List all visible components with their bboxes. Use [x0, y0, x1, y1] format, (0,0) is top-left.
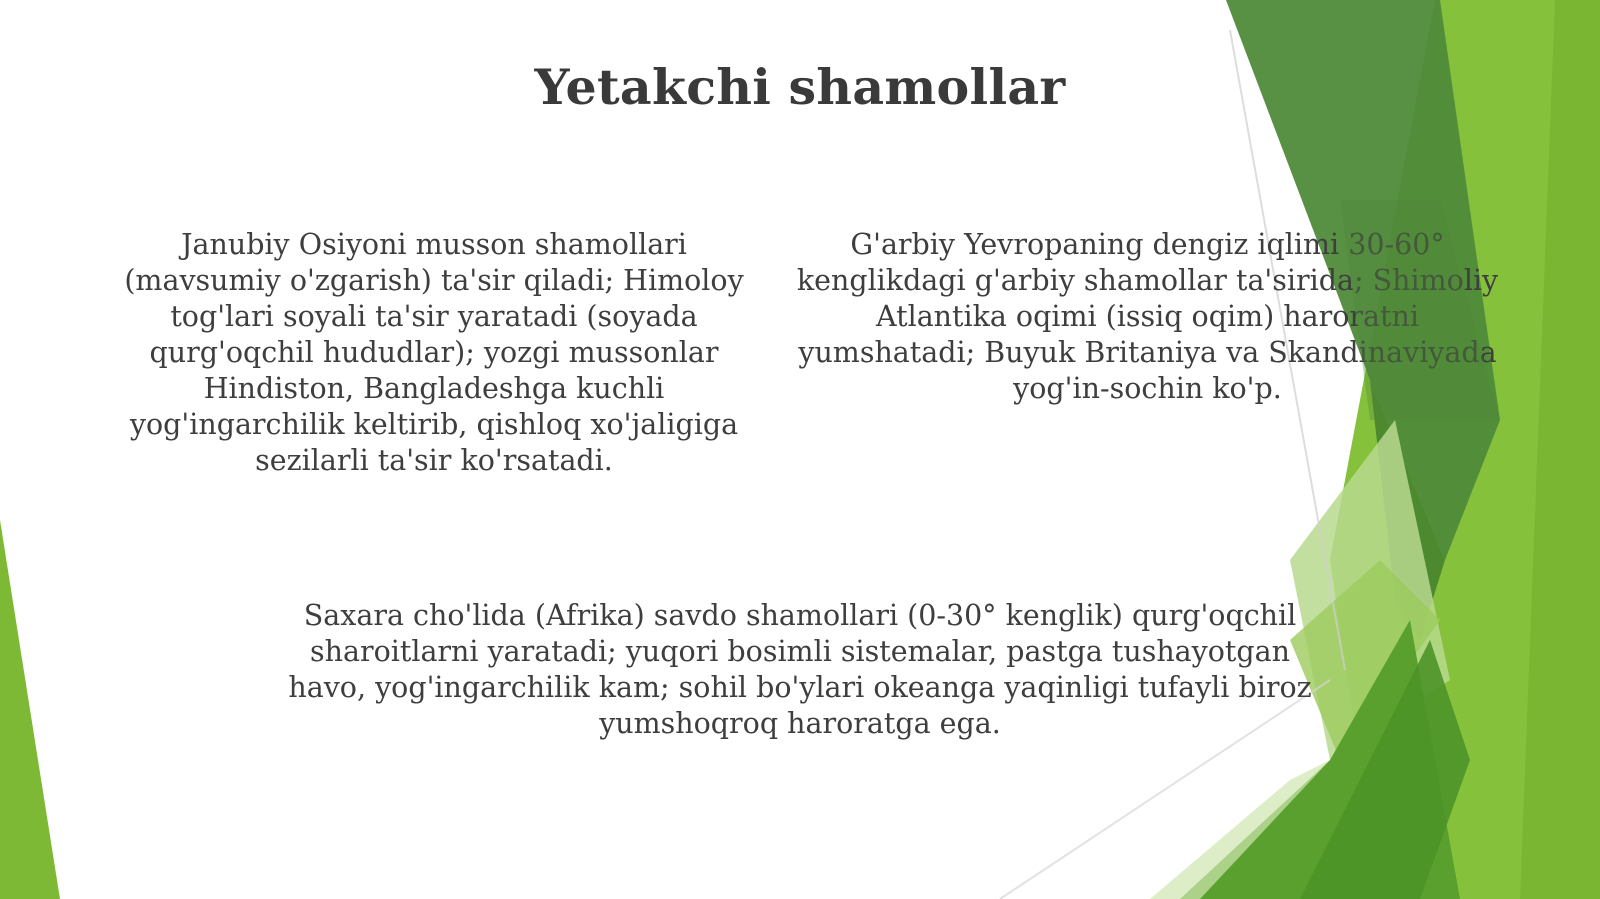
- slide-title: Yetakchi shamollar: [534, 58, 1066, 116]
- left-green-triangle: [0, 520, 60, 899]
- paragraph-sahara: Saxara cho'lida (Afrika) savdo shamollari (0-30° kenglik) qurg'oqchil sharoitlarni yaratadi; yuqori bosimli sistemalar, pastga tushayotgan havo, yog'ingarchilik kam; sohil bo'ylari okeanga yaqinligi tufayli biroz yumshoqroq haroratga ega.: [288, 599, 1312, 740]
- paragraph-south-asia: Janubiy Osiyoni musson shamollari (mavsumiy o'zgarish) ta'sir qiladi; Himoloy tog'lari soyali ta'sir yaratadi (soyada qurg'oqchil hududlar); yozgi mussonlar Hindiston, Bangladeshga kuchli yog'ingarchilik keltirib, qishloq xo'jaligiga sezilarli ta'sir ko'rsatadi.: [124, 228, 744, 477]
- paragraph-western-europe: G'arbiy Yevropaning dengiz iqlimi 30-60° kenglikdagi g'arbiy shamollar ta'sirida; Shimoliy Atlantika oqimi (issiq oqim) haroratni yumshatadi; Buyuk Britaniya va Skandinaviyada yog'in-sochin ko'p.: [796, 228, 1499, 405]
